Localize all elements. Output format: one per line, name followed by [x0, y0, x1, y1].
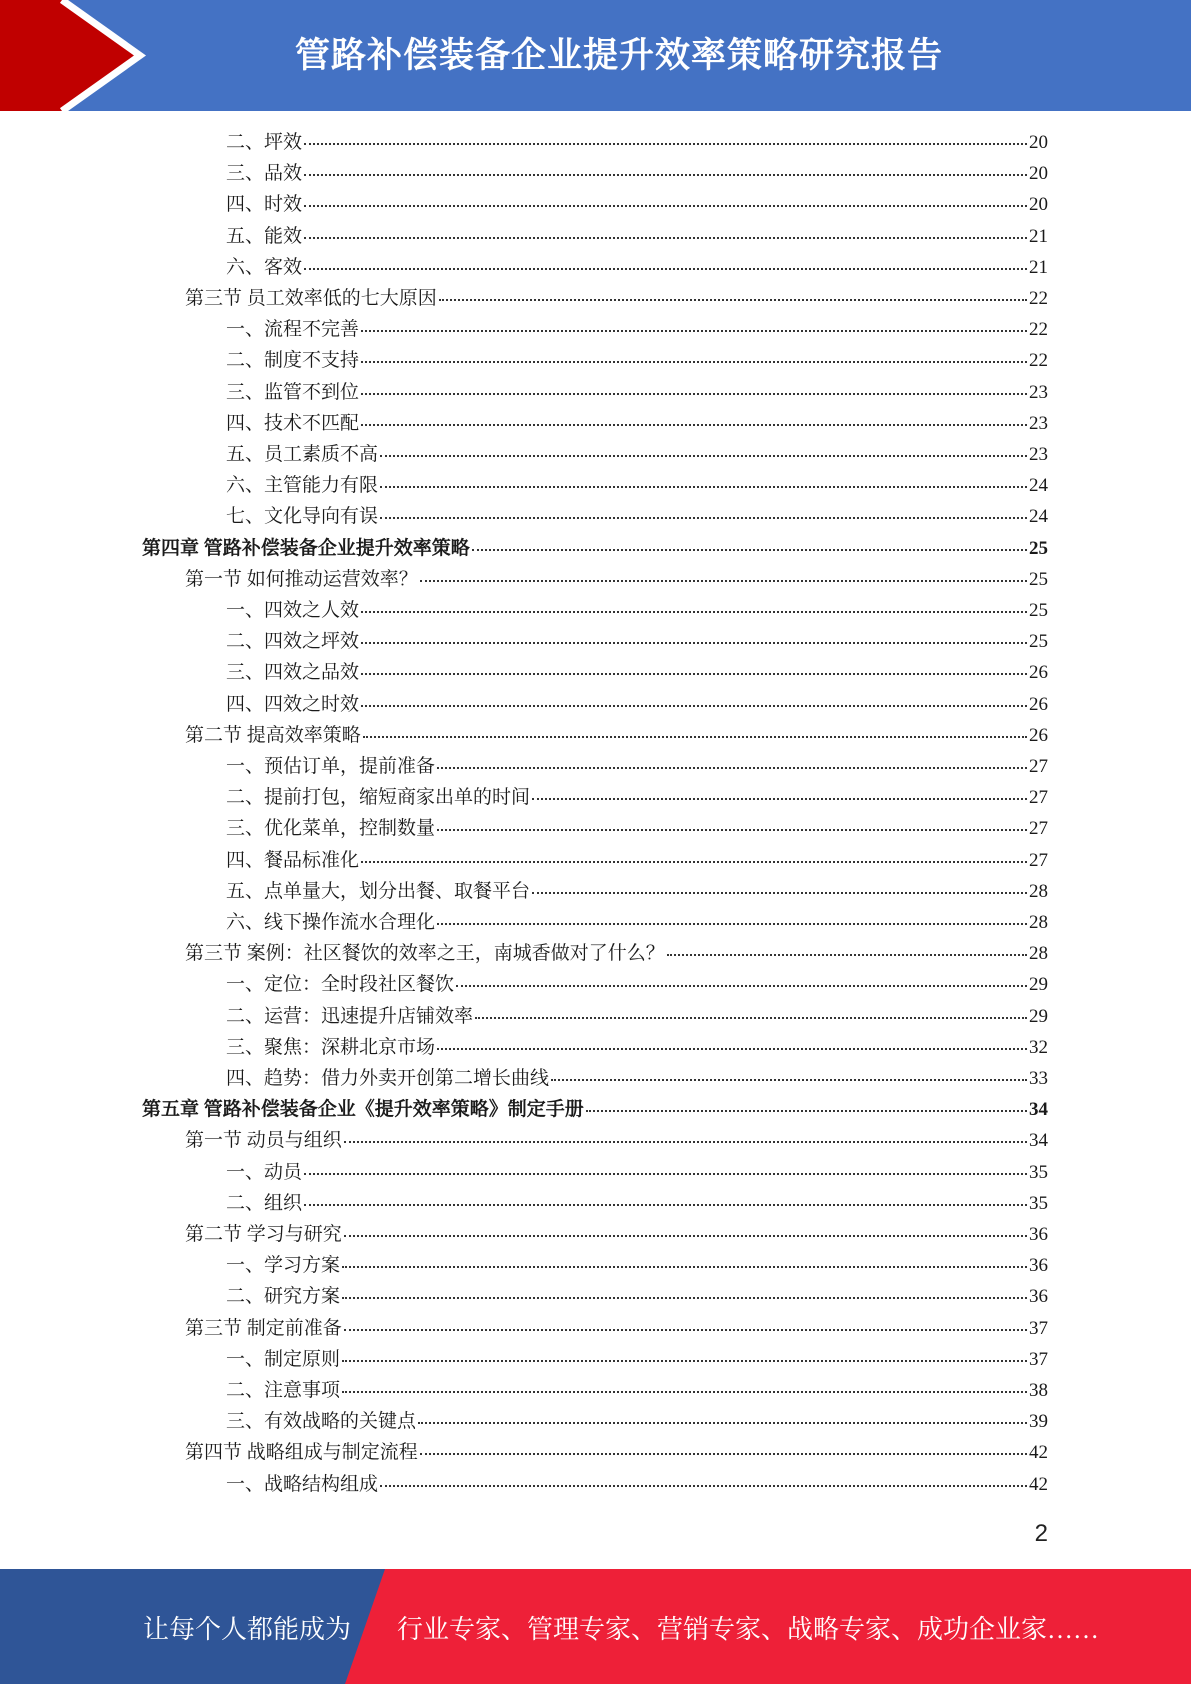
toc-entry-title: 一、制定原则: [226, 1348, 341, 1370]
toc-entry-title: 一、战略结构组成: [226, 1473, 379, 1495]
toc-page-number: 42: [1029, 1473, 1048, 1495]
toc-entry-title: 五、能效: [226, 225, 303, 247]
toc-item[interactable]: [226, 158, 1048, 189]
toc-entry-title: 一、学习方案: [226, 1255, 341, 1277]
toc-entry-title: 六、线下操作流水合理化: [226, 912, 436, 933]
toc-dot-leader: [304, 237, 1027, 239]
toc-item[interactable]: [226, 408, 1048, 439]
toc-page-number: 27: [1029, 849, 1048, 871]
toc-entry-title: 六、客效: [226, 256, 303, 278]
toc-entry-title: 第一节 如何推动运营效率？: [185, 568, 418, 590]
toc-page-number: 25: [1029, 537, 1048, 559]
toc-page-number: 20: [1029, 194, 1048, 216]
toc-item[interactable]: [226, 1344, 1048, 1375]
toc-item[interactable]: [226, 1375, 1048, 1406]
toc-page-number: 39: [1029, 1411, 1048, 1433]
toc-section[interactable]: [185, 720, 1048, 751]
page-footer: [0, 1569, 1191, 1684]
toc-entry-title: 二、研究方案: [226, 1286, 341, 1308]
toc-dot-leader: [304, 143, 1027, 145]
toc-dot-leader: [456, 985, 1027, 987]
toc-entry-title: 二、制度不支持: [226, 350, 360, 372]
toc-dot-leader: [304, 1173, 1027, 1175]
toc-item[interactable]: [226, 221, 1048, 252]
toc-entry-title: 第五章 管路补偿装备企业《提升效率策略》制定手册: [142, 1099, 584, 1121]
toc-entry-title: 三、优化菜单，控制数量: [226, 818, 436, 840]
toc-dot-leader: [437, 767, 1027, 769]
toc-entry-title: 第四节 战略组成与制定流程: [185, 1442, 418, 1464]
toc-page-number: 34: [1029, 1099, 1048, 1121]
toc-section[interactable]: [185, 1437, 1048, 1468]
toc-page-number: 29: [1029, 974, 1048, 996]
toc-item[interactable]: [226, 1157, 1048, 1188]
toc-entry-title: 五、点单量大，划分出餐、取餐平台: [226, 880, 531, 902]
footer-tagline: 行业专家、管理专家、营销专家、战略专家、成功企业家……: [397, 1615, 1100, 1644]
toc-item[interactable]: [226, 1250, 1048, 1281]
toc-section[interactable]: [185, 1219, 1048, 1250]
report-title: 管路补偿装备企业提升效率策略研究报告: [295, 36, 944, 76]
toc-dot-leader: [420, 1453, 1027, 1455]
toc-item[interactable]: [226, 657, 1048, 688]
toc-page-number: 21: [1029, 256, 1048, 278]
toc-item[interactable]: [226, 439, 1048, 470]
toc-page-number: 25: [1029, 568, 1048, 590]
toc-dot-leader: [363, 736, 1027, 738]
toc-page-number: 27: [1029, 818, 1048, 840]
toc-dot-leader: [361, 673, 1027, 675]
toc-entry-title: 三、聚焦：深耕北京市场: [226, 1036, 436, 1058]
toc-dot-leader: [361, 705, 1027, 707]
toc-entry-title: 二、提前打包，缩短商家出单的时间: [226, 787, 531, 809]
toc-page-number: 26: [1029, 724, 1048, 746]
toc-page-number: 25: [1029, 600, 1048, 621]
toc-dot-leader: [342, 1266, 1027, 1268]
toc-dot-leader: [304, 205, 1027, 207]
toc-page-number: 28: [1029, 880, 1048, 902]
toc-item[interactable]: [226, 1001, 1048, 1032]
toc-entry-title: 三、有效战略的关键点: [226, 1411, 417, 1433]
toc-dot-leader: [304, 1204, 1027, 1206]
toc-entry-title: 一、定位：全时段社区餐饮: [226, 974, 455, 996]
toc-dot-leader: [344, 1235, 1027, 1237]
toc-item[interactable]: [226, 377, 1048, 408]
toc-entry-title: 四、餐品标准化: [226, 849, 360, 871]
toc-page-number: 29: [1029, 1005, 1048, 1027]
toc-chapter[interactable]: [142, 533, 1048, 564]
toc-page-number: 25: [1029, 631, 1048, 653]
toc-item[interactable]: [226, 189, 1048, 220]
toc-entry-title: 一、流程不完善: [226, 319, 360, 341]
toc-dot-leader: [532, 798, 1027, 800]
toc-section[interactable]: [185, 938, 1048, 969]
toc-item[interactable]: [226, 813, 1048, 844]
toc-dot-leader: [304, 174, 1027, 176]
toc-page-number: 26: [1029, 662, 1048, 684]
page-header: [0, 0, 1191, 111]
toc-dot-leader: [361, 424, 1027, 426]
toc-dot-leader: [361, 361, 1027, 363]
toc-dot-leader: [472, 549, 1027, 551]
toc-page-number: 23: [1029, 381, 1048, 403]
toc-item[interactable]: [226, 969, 1048, 1000]
toc-dot-leader: [344, 1141, 1027, 1143]
toc-dot-leader: [418, 1422, 1027, 1424]
toc-entry-title: 四、时效: [226, 194, 303, 216]
toc-dot-leader: [342, 1360, 1027, 1362]
toc-dot-leader: [344, 1329, 1027, 1331]
toc-item[interactable]: [226, 1032, 1048, 1063]
toc-section[interactable]: [185, 564, 1048, 595]
toc-section[interactable]: [185, 283, 1048, 314]
toc-entry-title: 三、监管不到位: [226, 381, 360, 403]
toc-entry-title: 二、注意事项: [226, 1380, 341, 1401]
toc-dot-leader: [342, 1391, 1027, 1393]
toc-dot-leader: [475, 1017, 1027, 1019]
toc-entry-title: 一、预估订单，提前准备: [226, 756, 436, 777]
toc-page-number: 20: [1029, 163, 1048, 185]
toc-page-number: 24: [1029, 475, 1048, 497]
toc-entry-title: 第四章 管路补偿装备企业提升效率策略: [142, 537, 470, 559]
toc-page-number: 23: [1029, 444, 1048, 465]
toc-item[interactable]: [226, 876, 1048, 907]
toc-dot-leader: [532, 892, 1027, 894]
toc-dot-leader: [420, 580, 1027, 582]
toc-item[interactable]: [226, 626, 1048, 657]
toc-item[interactable]: [226, 1063, 1048, 1094]
toc-item[interactable]: [226, 501, 1048, 532]
toc-item[interactable]: [226, 1469, 1048, 1500]
toc-page-number: 36: [1029, 1224, 1048, 1245]
toc-page-number: 38: [1029, 1380, 1048, 1401]
toc-dot-leader: [304, 268, 1027, 270]
toc-item[interactable]: [226, 1406, 1048, 1437]
toc-entry-title: 第一节 动员与组织: [185, 1130, 342, 1152]
toc-page-number: 20: [1029, 132, 1048, 153]
toc-page-number: 26: [1029, 693, 1048, 715]
toc-item[interactable]: [226, 252, 1048, 283]
toc-page-number: 27: [1029, 756, 1048, 777]
toc-item[interactable]: [226, 1281, 1048, 1312]
toc-section[interactable]: [185, 1125, 1048, 1156]
toc-entry-title: 六、主管能力有限: [226, 475, 379, 497]
toc-entry-title: 七、文化导向有误: [226, 506, 379, 528]
toc-page-number: 21: [1029, 225, 1048, 247]
toc-entry-title: 二、坪效: [226, 132, 303, 153]
toc-item[interactable]: [226, 595, 1048, 626]
toc-entry-title: 第二节 提高效率策略: [185, 724, 361, 746]
toc-page-number: 33: [1029, 1068, 1048, 1089]
toc-entry-title: 二、运营：迅速提升店铺效率: [226, 1005, 474, 1027]
toc-dot-leader: [361, 861, 1027, 863]
toc-page-number: 37: [1029, 1317, 1048, 1339]
toc-dot-leader: [439, 299, 1027, 301]
toc-dot-leader: [437, 1048, 1027, 1050]
toc-item[interactable]: [226, 470, 1048, 501]
toc-item[interactable]: [226, 314, 1048, 345]
toc-entry-title: 第三节 案例：社区餐饮的效率之王，南城香做对了什么？: [185, 943, 665, 965]
toc-entry-title: 三、品效: [226, 163, 303, 185]
header-arrow-decoration: [0, 0, 160, 111]
toc-page-number: 36: [1029, 1255, 1048, 1277]
toc-page-number: 35: [1029, 1161, 1048, 1183]
toc-page-number: 32: [1029, 1036, 1048, 1058]
toc-page-number: 28: [1029, 912, 1048, 933]
toc-page-number: 28: [1029, 943, 1048, 965]
toc-item[interactable]: [226, 845, 1048, 876]
toc-entry-title: 第三节 制定前准备: [185, 1317, 342, 1339]
toc-page-number: 23: [1029, 412, 1048, 434]
toc-entry-title: 五、员工素质不高: [226, 444, 379, 465]
toc-dot-leader: [437, 829, 1027, 831]
toc-entry-title: 二、四效之坪效: [226, 631, 360, 653]
toc-entry-title: 四、技术不匹配: [226, 412, 360, 434]
toc-dot-leader: [361, 393, 1027, 395]
toc-entry-title: 一、四效之人效: [226, 600, 360, 621]
toc-entry-title: 四、四效之时效: [226, 693, 360, 715]
toc-item[interactable]: [226, 345, 1048, 376]
toc-entry-title: 三、四效之品效: [226, 662, 360, 684]
toc-dot-leader: [437, 923, 1027, 925]
toc-item[interactable]: [226, 127, 1048, 158]
toc-item[interactable]: [226, 689, 1048, 720]
toc-dot-leader: [361, 642, 1027, 644]
toc-entry-title: 第三节 员工效率低的七大原因: [185, 288, 437, 309]
toc-dot-leader: [342, 1297, 1027, 1299]
toc-dot-leader: [380, 455, 1027, 457]
toc-dot-leader: [361, 330, 1027, 332]
toc-page-number: 34: [1029, 1130, 1048, 1152]
toc-entry-title: 二、组织: [226, 1192, 303, 1214]
toc-page-number: 36: [1029, 1286, 1048, 1308]
toc-page-number: 22: [1029, 288, 1048, 309]
toc-page-number: 24: [1029, 506, 1048, 528]
toc-dot-leader: [667, 954, 1027, 956]
toc-entry-title: 一、动员: [226, 1161, 303, 1183]
toc-dot-leader: [380, 1485, 1027, 1487]
toc-entry-title: 第二节 学习与研究: [185, 1224, 342, 1245]
toc-page-number: 27: [1029, 787, 1048, 809]
toc-page-number: 37: [1029, 1348, 1048, 1370]
page-number: 2: [1034, 1520, 1048, 1547]
toc-item[interactable]: [226, 1188, 1048, 1219]
toc-dot-leader: [551, 1079, 1027, 1081]
toc-section[interactable]: [185, 1313, 1048, 1344]
toc-page-number: 35: [1029, 1192, 1048, 1214]
toc-dot-leader: [380, 517, 1027, 519]
toc-item[interactable]: [226, 907, 1048, 938]
toc-entry-title: 四、趋势：借力外卖开创第二增长曲线: [226, 1068, 550, 1089]
toc-dot-leader: [361, 611, 1027, 613]
toc-dot-leader: [586, 1110, 1027, 1112]
toc-page-number: 42: [1029, 1442, 1048, 1464]
toc-item[interactable]: [226, 782, 1048, 813]
toc-dot-leader: [380, 486, 1027, 488]
toc-page-number: 22: [1029, 350, 1048, 372]
footer-slogan: 让每个人都能成为: [143, 1615, 352, 1644]
toc-item[interactable]: [226, 751, 1048, 782]
toc-chapter[interactable]: [142, 1094, 1048, 1125]
toc-page-number: 22: [1029, 319, 1048, 341]
